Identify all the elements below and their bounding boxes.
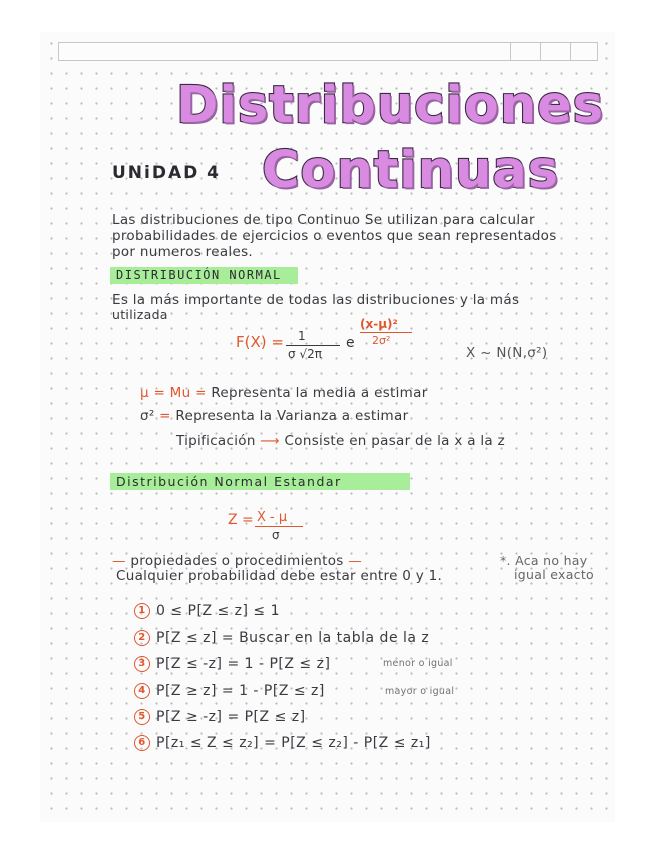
prop-item: 4 P[Z ≥ z] = 1 - P[Z ≤ z] xyxy=(134,683,325,699)
section-heading-standard: Distribución Normal Estandar xyxy=(110,473,410,490)
def-tipificacion: Tipificación ⟶ Consiste en pasar de la x a la z xyxy=(176,433,505,449)
def-sigma: σ² = Representa la Varianza a estimar xyxy=(140,408,409,424)
header-cell xyxy=(540,43,541,60)
normal-notation: X ~ N(N,σ²) xyxy=(466,345,548,361)
prop-item: 6 P[z₁ ≤ Z ≤ z₂] = P[Z ≤ z₂] - P[Z ≤ z₁] xyxy=(134,735,431,751)
z-formula-numerator: X - μ xyxy=(257,510,288,525)
formula-lhs: F(X) = xyxy=(236,333,284,351)
prop-item: 2 P[Z ≤ z] = Buscar en la tabla de la z xyxy=(134,630,429,646)
formula-e: e xyxy=(346,335,355,351)
normal-desc-line: utilizada xyxy=(112,307,168,322)
page-header-bar xyxy=(58,42,598,61)
z-formula-denominator: σ xyxy=(272,528,280,542)
props-intro: Cualquier probabilidad debe estar entre 0 y 1. xyxy=(116,568,443,584)
prop-item: 3 P[Z ≤ -z] = 1 - P[Z ≤ z] xyxy=(134,656,330,672)
prop-item-note: menor o igual xyxy=(383,658,453,669)
props-note-line: igual exacto xyxy=(514,567,594,582)
z-formula-lhs: Z = xyxy=(228,512,254,528)
prop-item-note: mayor o igual xyxy=(385,686,455,697)
def-mu: μ = Mu = Representa la media a estimar xyxy=(140,385,428,401)
intro-line: Las distribuciones de tipo Continuo Se utilizan para calcular xyxy=(112,212,535,228)
prop-item: 5 P[Z ≥ -z] = P[Z ≤ z] xyxy=(134,709,306,725)
intro-line: por numeros reales. xyxy=(112,244,253,260)
header-cell xyxy=(570,43,571,60)
header-cell xyxy=(510,43,511,60)
props-title: — propiedades o procedimientos — xyxy=(112,553,362,569)
formula-fraction-bar xyxy=(286,345,340,346)
prop-item: 1 0 ≤ P[Z ≤ z] ≤ 1 xyxy=(134,603,280,619)
normal-desc-line: Es la más importante de todas las distribuciones y la más xyxy=(112,292,520,308)
formula-exp-bar xyxy=(360,332,412,333)
section-heading-normal: DISTRIBUCIÓN NORMAL xyxy=(110,267,298,284)
formula-exp-denominator: 2σ² xyxy=(372,334,391,347)
unit-label: UNiDAD 4 xyxy=(112,163,221,183)
title-line-2: Continuas xyxy=(262,141,560,200)
formula-denominator: σ √2π xyxy=(288,347,322,361)
formula-numerator: 1 xyxy=(298,329,306,343)
intro-line: probabilidades de ejercicios o eventos que sean representados xyxy=(112,228,557,244)
formula-exp-numerator: (x-μ)² xyxy=(360,317,398,331)
z-formula-bar xyxy=(255,526,303,527)
title-line-1: Distribuciones xyxy=(176,76,605,135)
normal-formula xyxy=(236,333,284,351)
props-note-line: *. Aca no hay xyxy=(500,553,588,568)
